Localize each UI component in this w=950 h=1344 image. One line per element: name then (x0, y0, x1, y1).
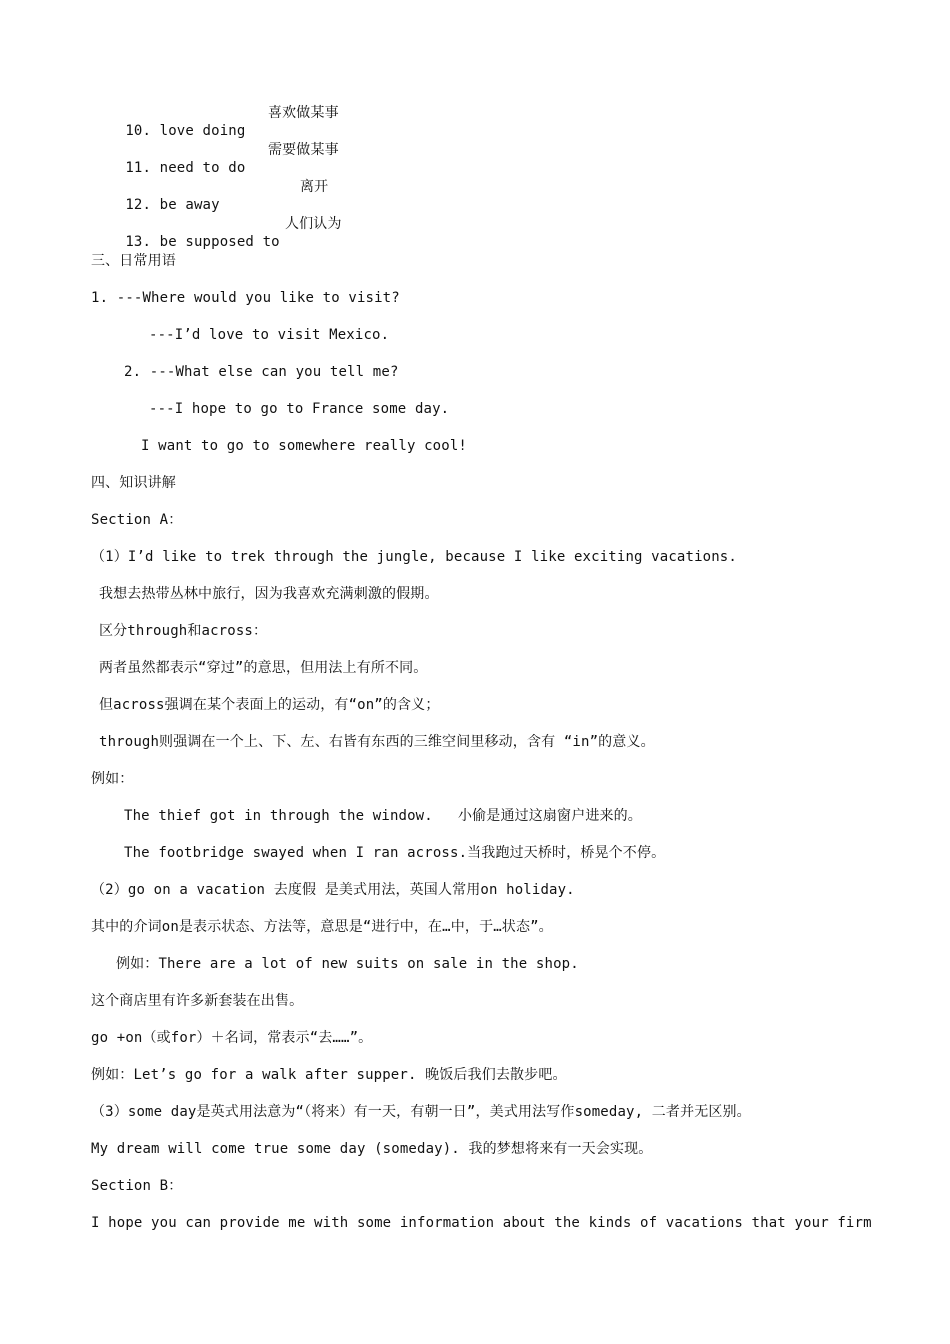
point-2-pattern-example: 例如：Let’s go for a walk after supper. 晚饭后我们去散步吧。 (91, 1067, 567, 1083)
point-3-sentence: （3）some day是英式用法意为“（将来）有一天，有朝一日”，美式用法写作someday, 二者并无区别。 (91, 1104, 751, 1120)
point-1-distinguish: 区分through和across： (99, 623, 268, 639)
phrase-10-cn: 喜欢做某事 (268, 105, 339, 121)
section-b-label: Section B： (91, 1178, 183, 1194)
phrase-11-en: 11. need to do (125, 160, 246, 176)
point-2-explain: 其中的介词on是表示状态、方法等，意思是“进行中，在…中，于…状态”。 (91, 919, 553, 935)
dialog-2-a: ---I hope to go to France some day. (149, 401, 450, 417)
dialog-2-a2: I want to go to somewhere really cool! (141, 438, 467, 454)
dialog-1-q: 1. ---Where would you like to visit? (91, 290, 400, 306)
point-2-pattern: go +on（或for）＋名词，常表示“去……”。 (91, 1030, 373, 1046)
phrase-13-en: 13. be supposed to (125, 234, 280, 250)
phrase-13-cn: 人们认为 (285, 216, 342, 232)
phrase-12-en: 12. be away (125, 197, 220, 213)
section-b-sentence: I hope you can provide me with some information about the kinds of vacations that your firm (91, 1215, 872, 1231)
point-1-explain-3: through则强调在一个上、下、左、右皆有东西的三维空间里移动，含有 “in”的意义。 (99, 734, 655, 750)
section-a-label: Section A： (91, 512, 183, 528)
point-3-example: My dream will come true some day (someday). 我的梦想将来有一天会实现。 (91, 1141, 653, 1157)
point-2-example: 例如：There are a lot of new suits on sale in the shop. (116, 956, 579, 972)
phrase-10-en: 10. love doing (125, 123, 246, 139)
example-1-cn: 小偷是通过这扇窗户进来的。 (458, 808, 642, 824)
example-2: The footbridge swayed when I ran across.当我跑过天桥时，桥晃个不停。 (124, 845, 666, 861)
point-1-sentence: （1）I’d like to trek through the jungle, because I like exciting vacations. (91, 549, 737, 565)
phrase-11-cn: 需要做某事 (268, 142, 339, 158)
section-heading-4: 四、知识讲解 (91, 475, 176, 491)
point-1-translation: 我想去热带丛林中旅行，因为我喜欢充满刺激的假期。 (99, 586, 439, 602)
example-label-1: 例如： (91, 771, 134, 787)
example-1-en: The thief got in through the window. (124, 808, 433, 824)
phrase-12-cn: 离开 (300, 179, 329, 195)
dialog-1-a: ---I’d love to visit Mexico. (149, 327, 390, 343)
section-heading-3: 三、日常用语 (91, 253, 176, 269)
point-2-sentence: （2）go on a vacation 去度假 是美式用法，英国人常用on holiday. (91, 882, 575, 898)
point-2-example-cn: 这个商店里有许多新套装在出售。 (91, 993, 304, 1009)
point-1-explain-2: 但across强调在某个表面上的运动，有“on”的含义； (99, 697, 440, 713)
dialog-2-q: 2. ---What else can you tell me? (124, 364, 399, 380)
point-1-explain-1: 两者虽然都表示“穿过”的意思，但用法上有所不同。 (99, 660, 428, 676)
